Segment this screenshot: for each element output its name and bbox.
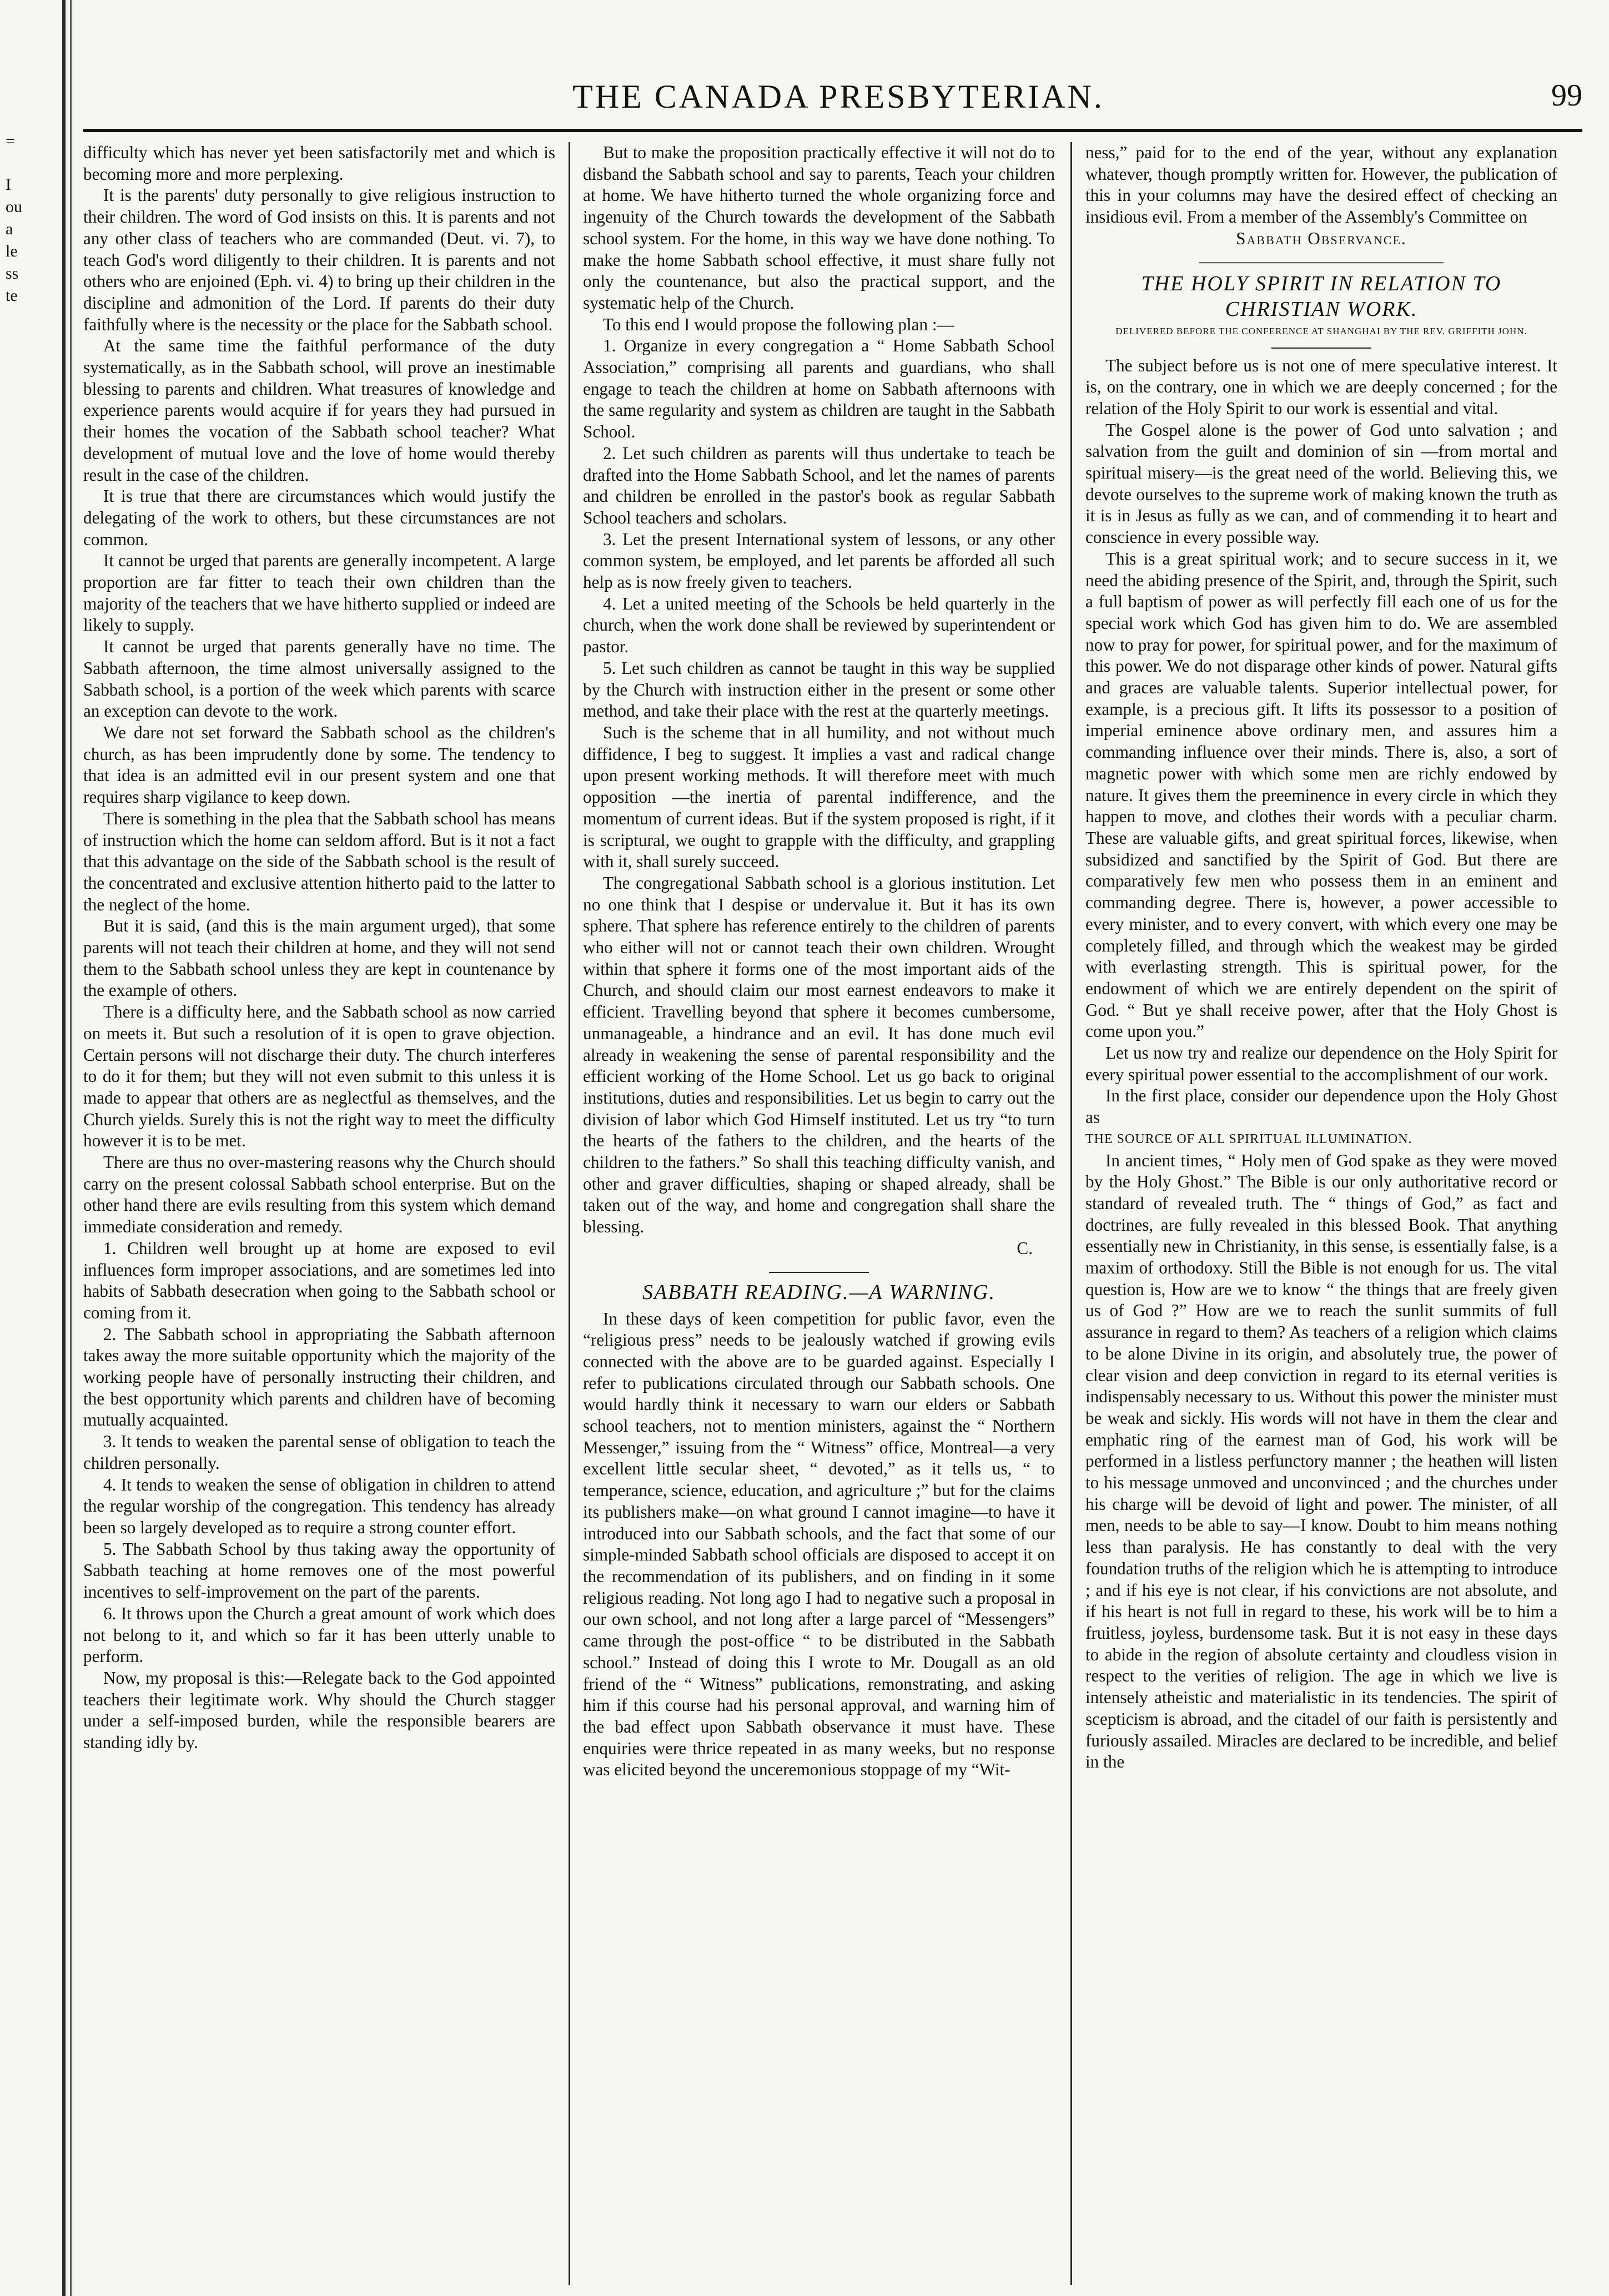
section-separator (769, 1272, 869, 1273)
list-item: 5. Let such children as cannot be taught in this way be supplied by the Church with instruction either in the present or some other method, and take their place with the rest at the quarterly meetings. (583, 658, 1055, 721)
margin-fragment: le (6, 242, 18, 260)
list-item: 1. Children well brought up at home are exposed to evil influences form improper associations, and are sometimes led into habits of Sabbath desecration when going to the Sabbath school or coming from it. (83, 1238, 555, 1322)
paragraph: ness,” paid for to the end of the year, without any explanation whatever, though promptly written for. However, the publication of this in your columns may have the desired effect of checking an insidious evil. From a member of the Assembly's Committee on (1085, 143, 1557, 227)
paragraph: There are thus no over-mastering reasons why the Church should carry on the present colossal Sabbath school enterprise. But on the other hand there are evils resulting from this system which demand immediate consideration and remedy. (83, 1152, 555, 1237)
paragraph: There is something in the plea that the Sabbath school has means of instruction which the home can seldom afford. But is it not a fact that this advantage on the side of the Sabbath school is the result of the concentrated and exclusive attention hitherto paid to the latter to the neglect of the home. (83, 808, 555, 914)
margin-fragment: ou (6, 198, 22, 216)
section-separator (1199, 262, 1444, 264)
paragraph: It cannot be urged that parents are generally incompetent. A large proportion are far fitter to teach their own children than the majority of the teachers that we have hitherto supplied or indeed are likely to supply. (83, 551, 555, 635)
section-heading: SABBATH READING.—A WARNING. (642, 1280, 996, 1304)
column-divider (1070, 142, 1072, 2285)
paragraph: Such is the scheme that in all humility, and not without much diffidence, I beg to suggest. It implies a vast and radical change upon present working methods. It will therefore meet with much opposition —the inertia of parental indifference, and the momentum of current ideas. But if the system proposed is right, if it is scriptural, we ought to grapple with the difficulty, and grappling with it, shall surely succeed. (583, 722, 1055, 872)
margin-fragment: = (6, 132, 15, 150)
paragraph: In the first place, consider our dependence upon the Holy Ghost as (1085, 1086, 1557, 1127)
list-item: 6. It throws upon the Church a great amount of work which does not belong to it, and which so far it has been utterly unable to perform. (83, 1603, 555, 1666)
margin-fragment: ss (6, 264, 19, 283)
margin-fragment: I (6, 175, 11, 194)
paragraph: difficulty which has never yet been satisfactorily met and which is becoming more and more perplexing. (83, 143, 555, 184)
list-item: 2. Let such children as parents will thus undertake to teach be drafted into the Home Sabbath School, and let the names of parents and children be enrolled in the pastor's book as regular Sabbath School teachers and scholars. (583, 443, 1055, 527)
paragraph: In ancient times, “ Holy men of God spake as they were moved by the Holy Ghost.” The Bible is our only authoritative record or standard of revealed truth. The “ things of God,” as fact and doctrines, are fully revealed in this blessed Book. That anything essentially new in Christianity, in this sense, is essentially false, is a maxim of orthodoxy. Still the Bible is not enough for us. The vital question is, How are we to know “ the things that are freely given us of God ?” How are we to reach the sunlit summits of full assurance in regard to them? As teachers of a religion which claims to be alone Divine in its origin, and absolutely true, the power of clear vision and deep conviction in regard to its eternal verities is indispensably necessary to us. Without this power the minister must be weak and sickly. His words will not have in them the clear and emphatic ring of the earnest man of God, his work will be performed in a listless perfunctory manner ; the heathen will listen to his message unmoved and unconvinced ; and the churches under his charge will be devoid of light and power. The minister, of all men, needs to be able to say—I know. Doubt to him means nothing less than paralysis. He has constantly to deal with the very foundation truths of the religion which he is attempting to introduce ; and if his eye is not clear, if his convictions are not absolute, and if his heart is not full in regard to these, his work will be to him a fruitless, joyless, burdensome task. But it is not easy in these days to abide in the region of absolute certainty and cloudless vision in respect to the verities of religion. The age in which we live is intensely atheistic and materialistic in its tendencies. The spirit of scepticism is abroad, and the citadel of our faith is persistently and furiously assailed. Miracles are declared to be incredible, and belief in the (1085, 1150, 1557, 1772)
masthead (83, 78, 1593, 128)
list-item: 3. Let the present International system of lessons, or any other common system, be employed, and let parents be afforded all such help as is now freely given to teachers. (583, 529, 1055, 592)
paragraph: The subject before us is not one of mere speculative interest. It is, on the contrary, one in which we are deeply concerned ; for the relation of the Holy Spirit to our work is essential and vital. (1085, 355, 1557, 418)
subheading: THE SOURCE OF ALL SPIRITUAL ILLUMINATION. (1085, 1131, 1412, 1146)
paragraph: It is the parents' duty personally to give religious instruction to their children. The word of God insists on this. It is parents and not any other class of teachers who are commanded (Deut. vi. 7), to teach God's word diligently to their children. It is parents and not others who are enjoined (Eph. vi. 4) to bring up their children in the discipline and admonition of the Lord. If parents do their duty faithfully where is the necessity or the place for the Sabbath school. (83, 185, 555, 334)
list-item: 3. It tends to weaken the parental sense of obligation to teach the children personally. (83, 1432, 555, 1473)
list-item: 4. Let a united meeting of the Schools be held quarterly in the church, when the work done shall be reviewed by superintendent or pastor. (583, 593, 1055, 657)
paragraph: It is true that there are circumstances which would justify the delegating of the work to others, but these circumstances are not common. (83, 486, 555, 549)
newspaper-title: THE CANADA PRESBYTERIAN. (572, 78, 1104, 115)
paragraph: We dare not set forward the Sabbath school as the children's church, as has been imprudently done by some. The tendency to that idea is an admitted evil in our present system and one that requires sharp vigilance to keep down. (83, 722, 555, 807)
paragraph: In these days of keen competition for public favor, even the “religious press” needs to be jealously watched if growing evils connected with the above are to be guarded against. Especially I refer to publications circulated through our Sabbath schools. One would hardly think it necessary to warn our elders or Sabbath school teachers, not to mention ministers, against the “ Northern Messenger,” issuing from the “ Witness” office, Montreal—a very excellent little secular sheet, “ devoted,” as it tells us, “ to temperance, science, education, and agriculture ;” but for the claims its publishers make—on what ground I cannot imagine—to have it introduced into our Sabbath schools, and the fact that some of our simple-minded Sabbath school officials are disposed to accept it on the recommendation of its publishers, and on finding in it some religious reading. Not long ago I had to negative such a proposal in our own school, and not long after a large parcel of “Messengers” came through the post-office “ to be distributed in the Sabbath school.” Instead of doing this I wrote to Mr. Dougall as an old friend of the “ Witness” publications, remonstrating, and asking him if this course had his personal approval, and warning him of the bad effect upon Sabbath observance it must have. These enquiries were thrice repeated in as many weeks, but no response was elicited beyond the unceremonious stoppage of my “Wit- (583, 1308, 1055, 1780)
binding-edge (62, 0, 66, 2296)
paragraph: Let us now try and realize our dependence on the Holy Spirit for every spiritual power essential to the accomplishment of our work. (1085, 1043, 1557, 1084)
byline-rule (1271, 348, 1371, 349)
list-item: 2. The Sabbath school in appropriating the Sabbath afternoon takes away the more suitable opportunity which the majority of the working people have of personally instructing their children, and the best opportunity which parents and children have of becoming mutually acquainted. (83, 1324, 555, 1430)
margin-fragment: a (6, 220, 13, 238)
paragraph: Now, my proposal is this:—Relegate back to the God appointed teachers their legitimate work. Why should the Church stagger under a self-imposed burden, while the responsible bearers are standing idly by. (83, 1668, 555, 1753)
header-rule (83, 129, 1582, 132)
margin-fragment: te (6, 286, 18, 305)
paragraph: To this end I would propose the following plan :— (603, 314, 954, 334)
author-signoff: C. (1017, 1238, 1033, 1258)
signature: Sabbath Observance. (1236, 228, 1407, 248)
binding-edge (70, 0, 72, 2296)
paragraph: It cannot be urged that parents generally have no time. The Sabbath afternoon, the time almost universally assigned to the Sabbath school, is a portion of the week which parents with scarce an exception can devote to the work. (83, 637, 555, 721)
column-divider (569, 142, 570, 2285)
paragraph: At the same time the faithful performance of the duty systematically, as in the Sabbath school, will prove an inestimable blessing to parents and children. What treasures of knowledge and experience parents would acquire if for years they had pursued in their homes the vocation of the Sabbath school teacher? What development of mutual love and the love of home would thereby result in the case of the children. (83, 336, 555, 485)
paragraph: There is a difficulty here, and the Sabbath school as now carried on meets it. But such a resolution of it is open to grave objection. Certain persons will not discharge their duty. The church interferes to do it for them; but they will not even submit to this unless it is made to appear that others are as neglectful as themselves, and the Church yields. Surely this is not the right way to meet the difficulty however it is to be met. (83, 1002, 555, 1151)
column-2 (583, 142, 1055, 2285)
left-margin-strip (0, 0, 67, 2296)
column-1 (83, 142, 555, 2285)
list-item: 1. Organize in every congregation a “ Home Sabbath School Association,” comprising all parents and guardians, who shall engage to teach the children at home on Sabbath afternoons with the same regularity and system as children are taught in the Sabbath School. (583, 336, 1055, 442)
paragraph: This is a great spiritual work; and to secure success in it, we need the abiding presence of the Spirit, and, through the Spirit, such a full baptism of power as will perfectly fill each one of us for the special work which God has given him to do. We are assembled now to pray for power, for spiritual power, and for the maximum of this power. We do not disparage other kinds of power. Natural gifts and graces are valuable talents. Superior intellectual power, for example, is a precious gift. It lifts its possessor to a position of imperial eminence above ordinary men, and assures him a commanding influence over their minds. There is, also, a sort of magnetic power with which some men are richly endowed by nature. It gives them the preeminence in every circle in which they happen to move, and clothes their words with a peculiar charm. These are valuable gifts, and great spiritual forces, likewise, when subsidized and sanctified by the Spirit of God. But there are comparatively few men who possess them in an eminent and commanding degree. There is, however, a power accessible to every minister, and to every convert, with which every one may be completely filled, and through which the weakest may be girded with everlasting strength. This is spiritual power, for the endowment of which we are entirely dependent on the spirit of God. “ But ye shall receive power, after that the Holy Ghost is come upon you.” (1085, 548, 1557, 1041)
section-heading: THE HOLY SPIRIT IN RELATION TO CHRISTIAN WORK. (1141, 271, 1502, 321)
list-item: 5. The Sabbath School by thus taking away the opportunity of Sabbath teaching at home removes one of the most powerful incentives to self-improvement on the part of the parents. (83, 1539, 555, 1602)
list-item: 4. It tends to weaken the sense of obligation in children to attend the regular worship of the congregation. This tendency has already been so largely developed as to require a strong counter effort. (83, 1474, 555, 1537)
byline: DELIVERED BEFORE THE CONFERENCE AT SHANGHAI BY THE REV. GRIFFITH JOHN. (1115, 325, 1527, 336)
column-3 (1085, 142, 1557, 2285)
paragraph: The congregational Sabbath school is a glorious institution. Let no one think that I despise or undervalue it. But it has its own sphere. That sphere has reference entirely to the children of parents who either will not or cannot teach their own children. Wrought within that sphere it forms one of the most important aids of the Church, and should claim our most earnest endeavors to make it efficient. Travelling beyond that sphere it becomes cumbersome, unmanageable, a hindrance and an evil. It has done much evil already in weakening the sense of parental responsibility and the efficient working of the Home School. Let us go back to original institutions, duties and responsibilities. Let us begin to carry out the division of labor which God Himself instituted. Let us try “to turn the hearts of the fathers to the children, and the hearts of the children to the fathers.” So shall this teaching difficulty vanish, and other and graver difficulties, shaping or shaped already, shall be taken out of the way, and home and congregation shall share the blessing. (583, 873, 1055, 1237)
paragraph: But it is said, (and this is the main argument urged), that some parents will not teach their children at home, and they will not send them to the Sabbath school unless they are kept in countenance by the example of others. (83, 916, 555, 1000)
paragraph: The Gospel alone is the power of God unto salvation ; and salvation from the guilt and dominion of sin —from mortal and spiritual misery—is the great need of the world. Believing this, we devote ourselves to the supreme work of making known the truth as it is in Jesus as fully as we can, and of commending it to heart and conscience in every possible way. (1085, 420, 1557, 547)
page-number: 99 (1551, 78, 1582, 113)
paragraph: But to make the proposition practically effective it will not do to disband the Sabbath school and say to parents, Teach your children at home. We have hitherto turned the whole organizing force and ingenuity of the Church towards the development of the Sabbath school system. For the home, in this way we have done nothing. To make the home Sabbath school effective, it must share fully not only the countenance, but also the practical support, and the systematic help of the Church. (583, 143, 1055, 313)
